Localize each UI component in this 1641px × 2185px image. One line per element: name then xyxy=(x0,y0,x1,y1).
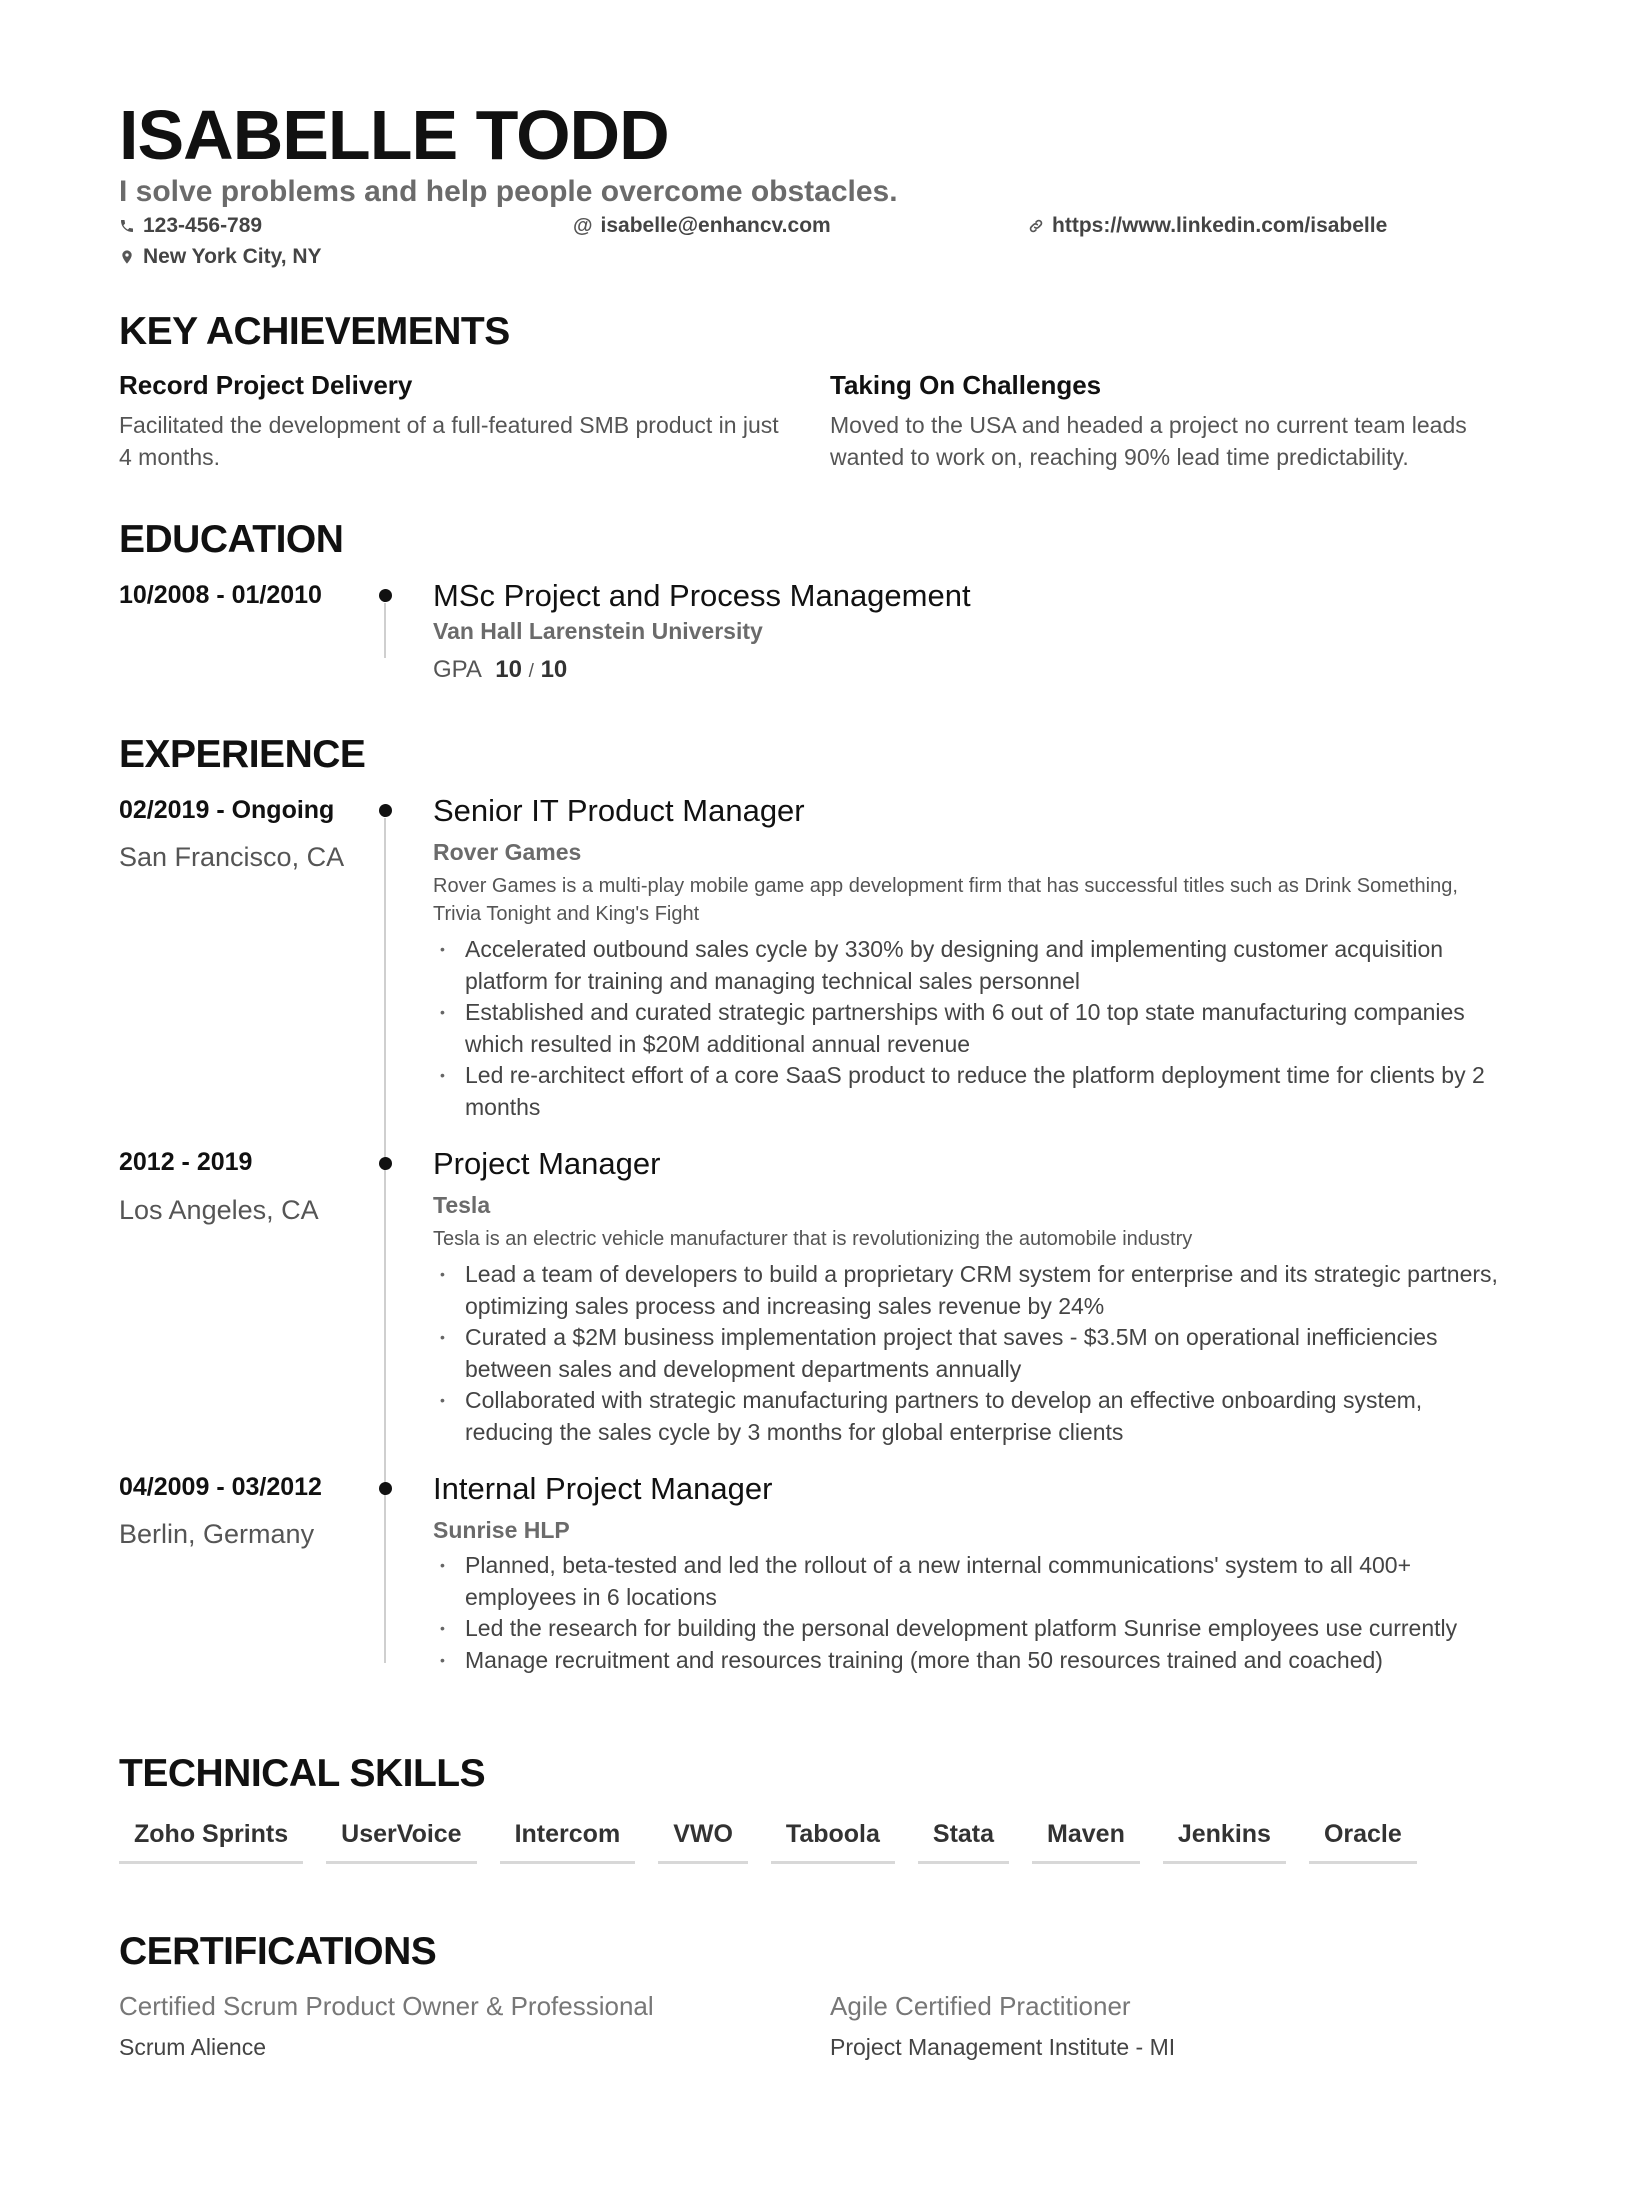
email-link[interactable]: isabelle@enhancv.com xyxy=(600,214,831,237)
education-dates: 10/2008 - 01/2010 xyxy=(119,581,322,609)
certification-title: Certified Scrum Product Owner & Professional xyxy=(119,1991,654,2021)
achievement-title: Record Project Delivery xyxy=(119,370,413,400)
certification-issuer: Project Management Institute - MI xyxy=(830,2034,1176,2060)
skill-tag: Jenkins xyxy=(1163,1820,1286,1864)
job-title: Senior IT Product Manager xyxy=(433,793,805,828)
company-name: Rover Games xyxy=(433,839,582,865)
timeline-dot xyxy=(379,589,392,602)
job-title: Internal Project Manager xyxy=(433,1471,773,1506)
skill-tag: Taboola xyxy=(771,1820,895,1864)
tagline: I solve problems and help people overcome obstacles. xyxy=(119,175,898,208)
company-name: Tesla xyxy=(433,1192,491,1218)
timeline-line xyxy=(384,603,386,658)
skills-list xyxy=(119,1820,1417,1864)
list-item: • Accelerated outbound sales cycle by 330% by designing and implementing customer acquisition platform for training and managing technical sales personnel xyxy=(433,934,1503,997)
achievement-desc: Moved to the USA and headed a project no current team leads wanted to work on, reaching 90% lead time predictability. xyxy=(830,412,1467,470)
list-item: • Led re-architect effort of a core SaaS product to reduce the platform deployment time for clients by 2 months xyxy=(433,1060,1503,1123)
skill-tag: Maven xyxy=(1032,1820,1140,1864)
gpa-max: 10 xyxy=(540,656,568,683)
degree-title: MSc Project and Process Management xyxy=(433,578,971,613)
list-item: • Collaborated with strategic manufacturing partners to develop an effective onboarding system, reducing the sales cycle by 3 months for global enterprise clients xyxy=(433,1385,1503,1448)
achievement-title: Taking On Challenges xyxy=(830,370,1102,400)
skill-tag: Stata xyxy=(918,1820,1009,1864)
skill-tag: Intercom xyxy=(500,1820,636,1864)
timeline-dot xyxy=(379,1157,392,1170)
list-item: • Planned, beta-tested and led the rollout of a new internal communications' system to all 400+ employees in 6 locations xyxy=(433,1550,1503,1613)
certification-title: Agile Certified Practitioner xyxy=(830,1991,1131,2021)
linkedin-link[interactable]: https://www.linkedin.com/isabelle xyxy=(1052,214,1388,237)
timeline-dot xyxy=(379,1482,392,1495)
experience-bullets xyxy=(433,1259,1503,1448)
job-title: Project Manager xyxy=(433,1146,661,1181)
experience-dates: 02/2019 - Ongoing xyxy=(119,796,335,824)
certifications-heading: CERTIFICATIONS xyxy=(119,1930,437,1973)
company-name: Sunrise HLP xyxy=(433,1517,570,1543)
school-name: Van Hall Larenstein University xyxy=(433,618,763,644)
experience-location: San Francisco, CA xyxy=(119,842,345,872)
phone-contact xyxy=(119,214,262,238)
gpa-label: GPA xyxy=(433,656,482,683)
location-contact xyxy=(119,245,322,269)
skill-tag: Oracle xyxy=(1309,1820,1417,1864)
company-description: Tesla is an electric vehicle manufacturer that is revolutionizing the automobile industry xyxy=(433,1228,1193,1250)
gpa-separator: / xyxy=(528,661,534,682)
email-contact[interactable] xyxy=(573,214,831,238)
list-item: • Established and curated strategic partnerships with 6 out of 10 top state manufacturing companies which resulted in $20M additional annual revenue xyxy=(433,997,1503,1060)
skill-tag: Zoho Sprints xyxy=(119,1820,303,1864)
phone-icon xyxy=(119,218,135,234)
experience-dates: 04/2009 - 03/2012 xyxy=(119,1473,322,1501)
experience-location: Los Angeles, CA xyxy=(119,1195,319,1225)
phone-text: 123-456-789 xyxy=(143,214,263,237)
list-item: • Curated a $2M business implementation project that saves - $3.5M on operational inefficiencies between sales and development departments annually xyxy=(433,1322,1503,1385)
achievements-heading: KEY ACHIEVEMENTS xyxy=(119,310,510,353)
location-text: New York City, NY xyxy=(143,245,322,268)
experience-bullets xyxy=(433,934,1503,1123)
experience-bullets xyxy=(433,1550,1503,1676)
linkedin-contact[interactable] xyxy=(1028,214,1387,238)
company-description: Rover Games is a multi-play mobile game app development firm that has successful titles such as Drink Something, Trivia Tonight and King's Fight xyxy=(433,875,1458,925)
skills-heading: TECHNICAL SKILLS xyxy=(119,1752,486,1795)
education-heading: EDUCATION xyxy=(119,518,344,561)
achievement-desc: Facilitated the development of a full-featured SMB product in just 4 months. xyxy=(119,412,779,470)
list-item: • Manage recruitment and resources training (more than 50 resources trained and coached) xyxy=(433,1645,1503,1677)
link-icon xyxy=(1028,218,1044,234)
list-item: • Lead a team of developers to build a proprietary CRM system for enterprise and its strategic partners, optimizing sales process and increasing sales revenue by 24% xyxy=(433,1259,1503,1322)
skill-tag: UserVoice xyxy=(326,1820,476,1864)
skill-tag: VWO xyxy=(658,1820,748,1864)
experience-location: Berlin, Germany xyxy=(119,1519,315,1549)
timeline-line xyxy=(384,818,386,1663)
gpa-value: 10 xyxy=(495,656,522,683)
candidate-name: ISABELLE TODD xyxy=(119,96,669,174)
map-pin-icon xyxy=(119,249,135,265)
certification-issuer: Scrum Alience xyxy=(119,2034,267,2060)
timeline-dot xyxy=(379,804,392,817)
list-item: • Led the research for building the personal development platform Sunrise employees use currently xyxy=(433,1613,1503,1645)
at-icon: @ xyxy=(573,214,593,237)
experience-heading: EXPERIENCE xyxy=(119,733,366,776)
gpa xyxy=(433,656,567,684)
experience-dates: 2012 - 2019 xyxy=(119,1148,253,1176)
